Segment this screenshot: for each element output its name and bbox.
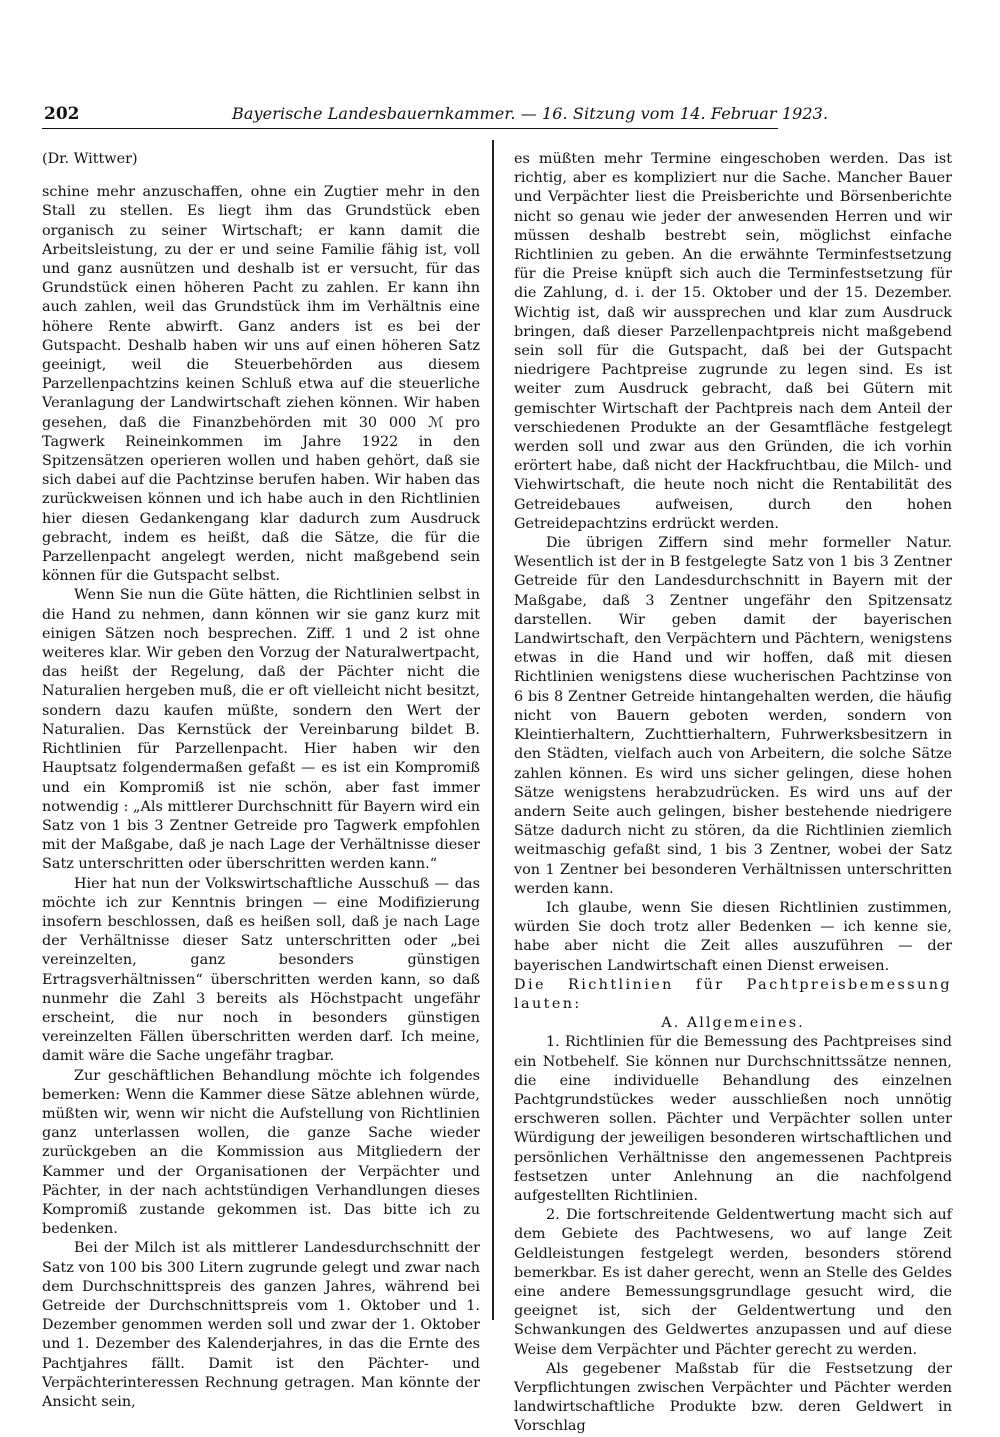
guidelines-title: Die Richtlinien für Pachtpreisbemessung lauten: [514, 976, 952, 1012]
paragraph: Hier hat nun der Volkswirtschaftliche Ausschuß — das möchte ich zur Kenntnis bringen — eine Modifizierung insofern beschlossen, daß es heißen soll, daß je nach Lage der Verhältnisse dieser Satz unterschritten oder „bei vereinzelten, ganz besonders günstigen Ertragsverhältnissen“ überschritten werden kann, so daß nunmehr die Zahl 3 bereits als Höchstpacht ungefähr erscheint, die nur noch in besonders günstigen vereinzelten Fällen überschritten werden darf. Ich meine, damit wäre die Sache ungefähr tragbar. [42, 875, 480, 1065]
column-divider [492, 140, 494, 1320]
paragraph: schine mehr anzuschaffen, ohne ein Zugtier mehr in den Stall zu stellen. Es liegt ihm das Grundstück eben organisch zu seiner Wirtschaft; er kann damit die Arbeitsleistung, zu der er und seine Familie fähig ist, voll und ganz ausnützen und deshalb ist er versucht, für das Grundstück einen höheren Pacht zu zahlen. Er kann ihn auch zahlen, weil das Grundstück ihm im Verhältnis eine höhere Rente abwirft. Ganz anders ist es bei der Gutspacht. Deshalb haben wir uns auf einen höheren Satz geeinigt, weil die Steuerbehörden aus diesem Parzellenpachtzins keinen Schluß etwa auf die steuerliche Veranlagung der Landwirtschaft ziehen können. Wir haben gesehen, daß die Finanzbehörden mit 30 000 ℳ pro Tagwerk Reineinkommen im Jahre 1922 in den Spitzensätzen operieren wollen und haben gehört, daß sie sich dabei auf die Pachtzinse berufen haben. Wir haben das zurückweisen können und ich habe auch in den Richtlinien hier diesen Gedankengang klar dadurch zum Ausdruck gebracht, indem es heißt, daß die Sätze, die für die Parzellenpacht angelegt werden, nicht maßgebend sein können für die Gutspacht selbst. [42, 184, 480, 585]
page-header [42, 104, 829, 129]
paragraph: Die übrigen Ziffern sind mehr formeller Natur. Wesentlich ist der in B festgelegte Satz von 1 bis 3 Zentner Getreide für den Landesdurchschnitt in Bayern mit der Maßgabe, daß 3 Zentner ungefähr den Spitzensatz darstellen. Wir geben damit der bayerischen Landwirtschaft, den Verpächtern und Pächtern, wenigstens etwas in die Hand und wir hoffen, daß mit diesen Richtlinien wenigstens diese wucherischen Pachtzinse von 6 bis 8 Zentner Getreide hintangehalten werden, die häufig nicht von Bauern geboten werden, sondern von Kleintierhaltern, Zuchttierhaltern, Fuhrwerksbesitzern in den Städten, vielfach auch von Arbeitern, die solche Sätze zahlen können. Es wird uns sicher gelingen, diese hohen Sätze wenigstens herabzudrücken. Es wird uns auf der andern Seite auch gelingen, bisher bestehende niedrigere Sätze dadurch nicht zu stören, da die Richtlinien ziemlich weitmaschig gefaßt sind, 1 bis 3 Zentner, wobei der Satz von 1 Zentner bei besonderen Verhältnissen unterschritten werden kann. [514, 535, 952, 897]
right-column [514, 150, 952, 1437]
speaker-label: (Dr. Wittwer) [42, 151, 138, 167]
guideline-item: 1. Richtlinien für die Bemessung des Pachtpreises sind ein Notbehelf. Sie können nur Durchschnittssätze nennen, die eine individuelle Behandlung des einzelnen Pachtgrundstückes weder ausschließen noch unnötig erschweren sollen. Pächter und Verpächter sollen unter Würdigung der jeweiligen besonderen wirtschaftlichen und persönlichen Verhältnisse den angemessenen Pachtpreis festsetzen unter Anlehnung an die nachfolgend aufgestellten Richtlinien. [514, 1034, 952, 1204]
running-head: Bayerische Landesbauernkammer. — 16. Sitzung vom 14. Februar 1923. [232, 104, 829, 123]
section-heading: A. Allgemeines. [661, 1015, 805, 1032]
page-number: 202 [44, 104, 80, 124]
paragraph: Ich glaube, wenn Sie diesen Richtlinien zustimmen, würden Sie doch trotz aller Bedenken — ich kenne sie, habe aber nicht die Zeit alles auszuführen — der bayerischen Landwirtschaft einen Dienst erweisen. [514, 899, 952, 974]
guideline-item: 2. Die fortschreitende Geldentwertung macht sich auf dem Gebiete des Pachtwesens, wo auf lange Zeit Geldleistungen festgelegt werden, besonders störend bemerkbar. Es ist daher gerecht, wenn an Stelle des Geldes eine andere Bemessungsgrundlage gesucht wird, die geeignet ist, sich der Geldentwertung und den Schwankungen des Geldwertes anzupassen und auf diese Weise dem Verpächter und Pächter gerecht zu werden. [514, 1207, 952, 1358]
paragraph: Bei der Milch ist als mittlerer Landesdurchschnitt der Satz von 100 bis 300 Litern zugrunde gelegt und zwar nach dem Durchschnittspreis des ganzen Jahres, während bei Getreide der Durchschnittspreis vom 1. Oktober und 1. Dezember genommen werden soll und zwar der 1. Oktober und 1. Dezember des Kalenderjahres, in das die Ernte des Pachtjahres fällt. Damit ist den Pächter- und Verpächterinteressen Rechnung getragen. Man könnte der Ansicht sein, [42, 1240, 480, 1410]
paragraph: Wenn Sie nun die Güte hätten, die Richtlinien selbst in die Hand zu nehmen, dann können wir sie ganz kurz mit einigen Sätzen noch besprechen. Ziff. 1 und 2 ist ohne weiteres klar. Wir geben den Vorzug der Naturalwertpacht, das heißt der Regelung, daß der Pächter nicht die Naturalien hergeben muß, die er oft vielleicht nicht besitzt, sondern dazu kaufen müßte, sondern den Wert der Naturalien. Das Kernstück der Vereinbarung bildet B. Richtlinien für Parzellenpacht. Hier haben wir den Hauptsatz folgendermaßen gefaßt — es ist ein Kompromiß und ein Kompromiß ist nie schön, aber fast immer notwendig : „Als mittlerer Durchschnitt für Bayern wird ein Satz von 1 bis 3 Zentner Getreide pro Tagwerk empfohlen mit der Maßgabe, daß je nach Lage der Verhältnisse dieser Satz unterschritten oder überschritten werden kann.“ [42, 587, 480, 873]
guideline-item: Als gegebener Maßstab für die Festsetzung der Verpflichtungen zwischen Verpächter und Pächter werden landwirtschaftliche Produkte bzw. deren Geldwert in Vorschlag [514, 1360, 952, 1435]
paragraph: Zur geschäftlichen Behandlung möchte ich folgendes bemerken: Wenn die Kammer diese Sätze ablehnen würde, müßten wir, wenn wir nicht die Aufstellung von Richtlinien ganz unterlassen wollen, die ganze Sache wieder zurückgeben an die Kommission aus Mitgliedern der Kammer und der Organisationen der Verpächter und Pächter, in der nach achtstündigen Verhandlungen dieses Kompromiß zustande gekommen ist. Das bitte ich zu bedenken. [42, 1067, 480, 1238]
paragraph: es müßten mehr Termine eingeschoben werden. Das ist richtig, aber es kompliziert nur die Sache. Mancher Bauer und Verpächter liest die Preisberichte und Börsenberichte nicht so genau wie jeder der anwesenden Herren und wir müssen deshalb bestrebt sein, möglichst einfache Richtlinien zu geben. An die erwähnte Terminfestsetzung für die Preise knüpft sich auch die Terminfestsetzung für die Zahlung, d. i. der 15. Oktober und der 15. Dezember. Wichtig ist, daß wir aussprechen und klar zum Ausdruck bringen, daß dieser Parzellenpachtpreis nicht maßgebend sein soll für die Gutspacht, daß bei der Gutspacht niedrigere Pachtpreise zugrunde zu legen sind. Es ist weiter zum Ausdruck gebracht, daß bei Gütern mit gemischter Wirtschaft der Pachtpreis nach dem Anteil der verschiedenen Produkte an der Gesamtfläche festgelegt werden soll und zwar aus den Gründen, die ich vorhin erörtert habe, daß nicht der Hackfruchtbau, die Milch- und Viehwirtschaft, die heute noch nicht die Rentabilität des Getreidebaues aufweisen, durch den hohen Getreidepachtzins erdrückt werden. [514, 151, 952, 532]
left-column [42, 150, 480, 1412]
